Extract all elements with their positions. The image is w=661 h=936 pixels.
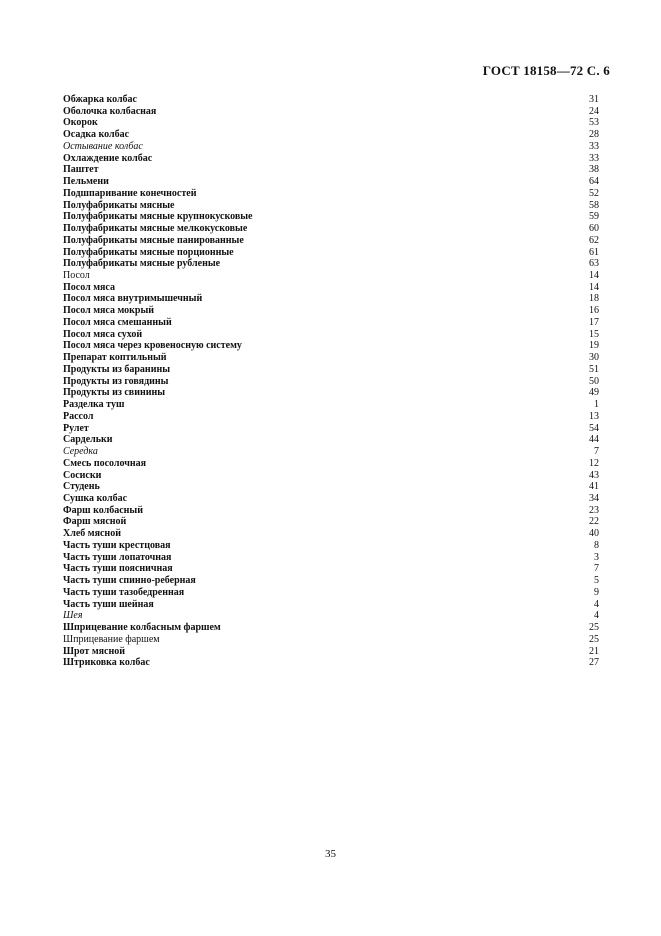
index-entry [63,434,599,446]
index-term: Студень [63,481,100,493]
index-entry [63,634,599,646]
index-entry [63,94,599,106]
index-page-ref: 31 [589,94,599,105]
index-entry [63,200,599,212]
index-term: Часть туши спинно-реберная [63,575,196,587]
index-page-ref: 30 [589,352,599,364]
index-term: Часть туши тазобедренная [63,586,185,598]
index-term: Смесь посолочная [63,457,147,469]
index-page-ref: 13 [589,410,599,422]
index-term: Оболочка колбасная [63,105,157,117]
index-term: Штриковка колбас [63,657,150,669]
index-entry [63,364,599,376]
index-term: Сардельки [63,434,113,446]
index-page-ref: 60 [589,223,599,235]
index-entry [63,176,599,188]
index-entry [63,129,599,141]
index-page-ref: 4 [594,598,599,610]
page-header: ГОСТ 18158—72 С. 6 [482,63,610,78]
index-term: Шприцевание колбасным фаршем [63,622,221,634]
index-entry [63,399,599,411]
index-entry [63,610,599,622]
index-page-ref: 18 [589,293,599,305]
index-page-ref: 23 [589,504,599,516]
index-term: Посол мяса мокрый [63,305,155,317]
index-term: Сосиски [63,469,102,481]
index-term: Обжарка колбас [63,94,137,105]
index-page-ref: 8 [594,539,599,551]
index-entry [63,258,599,270]
index-entry [63,458,599,470]
index-page-ref: 33 [589,152,599,164]
index-term: Посол мяса [63,281,115,293]
index-page-ref: 41 [589,481,599,493]
index-page-ref: 4 [594,610,599,622]
index-term: Продукты из говядины [63,375,169,387]
index-term: Продукты из баранины [63,363,171,375]
index-term: Окорок [63,117,98,129]
index-page-ref: 16 [589,305,599,317]
index-term: Сушка колбас [63,492,128,504]
index-term: Фарш колбасный [63,504,143,516]
index-entry [63,106,599,118]
index-page-ref: 7 [594,446,599,458]
index-page-ref: 14 [589,270,599,282]
index-entry [63,329,599,341]
index-page-ref: 34 [589,492,599,504]
index-entry [63,552,599,564]
index-term: Посол мяса смешанный [63,316,172,328]
index-entry [63,540,599,552]
index-term: Охлаждение колбас [63,152,153,164]
index-page-ref: 51 [589,363,599,375]
index-page-ref: 12 [589,457,599,469]
index-term: Паштет [63,164,99,176]
index-term: Посол мяса сухой [63,328,143,340]
index-term: Полуфабрикаты мясные панированные [63,234,244,246]
index-entry [63,423,599,435]
index-page-ref: 62 [589,234,599,246]
index-page-ref: 15 [589,328,599,340]
index-entry [63,317,599,329]
index-entry [63,505,599,517]
index-page-ref: 1 [594,399,599,411]
index-entry [63,657,599,669]
index-entry [63,646,599,658]
index-page-ref: 33 [589,140,599,152]
index-entry [63,188,599,200]
index-term: Шрот мясной [63,645,126,657]
index-page-ref: 49 [589,387,599,399]
index-entry [63,117,599,129]
index-term: Полуфабрикаты мясные мелкокусковые [63,223,248,235]
index-page-ref: 54 [589,422,599,434]
page-number: 35 [325,848,336,860]
index-term: Препарат коптильный [63,352,167,364]
index-page-ref: 53 [589,117,599,129]
index-page-ref: 44 [589,434,599,446]
index-entry [63,516,599,528]
index-page-ref: 40 [589,528,599,540]
index-entry [63,387,599,399]
index-page-ref: 14 [589,281,599,293]
index-entry [63,282,599,294]
index-term: Полуфабрикаты мясные крупнокусковые [63,211,253,223]
subject-index [63,94,599,669]
index-term: Шея [63,610,83,622]
index-entry [63,528,599,540]
index-term: Рулет [63,422,89,434]
index-page-ref: 9 [594,586,599,598]
index-term: Полуфабрикаты мясные порционные [63,246,234,258]
index-page-ref: 38 [589,164,599,176]
index-entry [63,352,599,364]
index-term: Осадка колбас [63,129,130,141]
index-term: Пельмени [63,176,109,188]
index-entry [63,622,599,634]
index-entry [63,141,599,153]
index-page-ref: 5 [594,575,599,587]
index-entry [63,153,599,165]
index-page-ref: 7 [594,563,599,575]
index-term: Часть туши крестцовая [63,539,171,551]
index-page-ref: 27 [589,657,599,669]
index-entry [63,270,599,282]
index-term: Хлеб мясной [63,528,121,540]
index-page-ref: 59 [589,211,599,223]
index-term: Разделка туш [63,399,125,411]
index-entry [63,247,599,259]
index-page-ref: 25 [589,622,599,634]
index-entry [63,493,599,505]
index-entry [63,164,599,176]
index-entry [63,575,599,587]
index-entry [63,470,599,482]
index-entry [63,340,599,352]
index-page-ref: 19 [589,340,599,352]
index-entry [63,305,599,317]
index-entry [63,563,599,575]
index-term: Остывание колбас [63,140,143,152]
index-term: Полуфабрикаты мясные рубленые [63,258,221,270]
index-term: Посол мяса внутримышечный [63,293,203,305]
index-term: Посол [63,270,90,282]
index-page-ref: 63 [589,258,599,270]
index-entry [63,411,599,423]
index-page-ref: 21 [589,645,599,657]
index-term: Фарш мясной [63,516,127,528]
index-entry [63,376,599,388]
index-term: Шприцевание фаршем [63,633,160,645]
index-entry [63,599,599,611]
index-page-ref: 28 [589,129,599,141]
index-page-ref: 43 [589,469,599,481]
index-page-ref: 22 [589,516,599,528]
index-page-ref: 52 [589,187,599,199]
index-page-ref: 3 [594,551,599,563]
index-page-ref: 25 [589,633,599,645]
index-entry [63,481,599,493]
index-term: Продукты из свинины [63,387,166,399]
index-entry [63,293,599,305]
index-page-ref: 58 [589,199,599,211]
index-entry [63,211,599,223]
index-page-ref: 17 [589,316,599,328]
index-page-ref: 50 [589,375,599,387]
index-page-ref: 24 [589,105,599,117]
index-entry [63,223,599,235]
index-term: Часть туши поясничная [63,563,173,575]
index-page-ref: 64 [589,176,599,188]
index-term: Середка [63,446,98,458]
index-term: Полуфабрикаты мясные [63,199,175,211]
index-term: Рассол [63,410,94,422]
index-term: Посол мяса через кровеносную систему [63,340,242,352]
index-entry [63,587,599,599]
index-entry [63,446,599,458]
index-term: Подшпаривание конечностей [63,187,197,199]
index-term: Часть туши шейная [63,598,154,610]
index-page-ref: 61 [589,246,599,258]
index-term: Часть туши лопаточная [63,551,172,563]
index-entry [63,235,599,247]
